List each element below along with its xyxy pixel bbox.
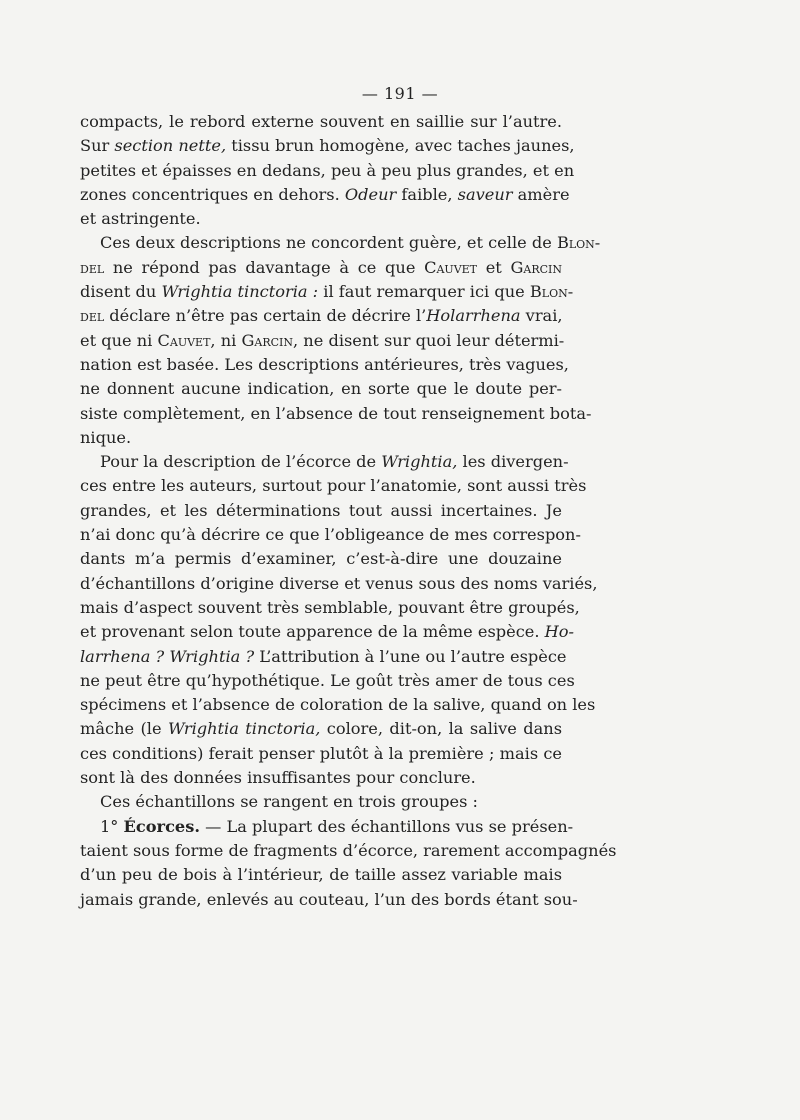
- text-segment: mâche (le: [80, 719, 168, 739]
- text-segment: ne donnent aucune indication, en sorte que le doute per-: [80, 379, 562, 399]
- text-segment: ces conditions) ferait penser plutôt à la première ; mais ce: [80, 743, 562, 763]
- text-line: [80, 499, 562, 523]
- text-line: [80, 450, 569, 474]
- text-line: [80, 815, 574, 839]
- text-segment: Pour la description de l’écorce de: [100, 452, 382, 472]
- text-line: [80, 402, 592, 426]
- text-line: [80, 620, 574, 644]
- text-segment: saveur: [457, 184, 513, 204]
- text-segment: sont là des données insuffisantes pour conclure.: [80, 768, 476, 788]
- text-segment: del: [80, 306, 105, 326]
- text-line: [80, 159, 575, 183]
- text-line: [80, 523, 581, 547]
- text-segment: Ces échantillons se rangent en trois groupes :: [100, 792, 478, 812]
- text-segment: nation est basée. Les descriptions antérieures, très vagues,: [80, 354, 569, 374]
- text-line: [80, 134, 575, 158]
- paragraph: [80, 231, 601, 450]
- text-line: [80, 426, 562, 450]
- text-line: [80, 256, 562, 280]
- text-segment: section nette,: [114, 136, 227, 156]
- text-segment: tissu brun homogène, avec taches jaunes,: [226, 136, 575, 156]
- text-segment: Wrightia,: [381, 452, 458, 472]
- text-line: [80, 377, 562, 401]
- text-segment: déclare n’être pas certain de décrire l’: [104, 306, 427, 326]
- text-segment: il faut remarquer ici que: [318, 282, 530, 302]
- text-segment: Blon-: [529, 282, 574, 302]
- body-text: [80, 110, 617, 912]
- text-segment: Wrightia tinctoria,: [167, 719, 321, 739]
- text-segment: grandes, et les déterminations tout aussi incertaines. Je: [80, 500, 562, 520]
- text-segment: colore, dit-on, la salive dans: [320, 719, 563, 739]
- text-line: [80, 863, 562, 887]
- text-line: [80, 353, 569, 377]
- text-line: [80, 474, 587, 498]
- text-segment: faible,: [396, 184, 458, 204]
- text-line: [80, 766, 562, 790]
- text-line: [80, 207, 562, 231]
- text-line: [80, 547, 562, 571]
- text-segment: petites et épaisses en dedans, peu à peu plus grandes, et en: [80, 160, 575, 180]
- text-segment: del: [80, 257, 105, 277]
- text-segment: mais d’aspect souvent très semblable, pouvant être groupés,: [80, 597, 580, 617]
- text-line: [80, 329, 565, 353]
- text-segment: dants m’a permis d’examiner, c’est-à-dire une douzaine: [80, 549, 562, 569]
- text-segment: n’ai donc qu’à décrire ce que l’obligeance de mes correspon-: [80, 525, 581, 545]
- text-segment: Ces deux descriptions ne concordent guère, et celle de: [100, 233, 557, 253]
- text-segment: Garcin: [241, 330, 294, 350]
- text-line: [80, 790, 562, 814]
- text-segment: disent du: [80, 282, 162, 302]
- text-segment: spécimens et l’absence de coloration de la salive, quand on les: [80, 695, 596, 715]
- paragraph: [80, 450, 598, 790]
- text-line: [80, 231, 601, 255]
- text-segment: Sur: [80, 136, 115, 156]
- text-segment: jamais grande, enlevés au couteau, l’un des bords étant sou-: [80, 889, 578, 909]
- text-segment: d’un peu de bois à l’intérieur, de taille assez variable mais: [80, 865, 562, 885]
- text-segment: larrhena ? Wrightia ?: [80, 646, 255, 666]
- text-line: [80, 304, 562, 328]
- text-segment: , ni: [210, 330, 242, 350]
- page-number: — 191 —: [361, 84, 439, 103]
- text-segment: Holarrhena: [426, 306, 521, 326]
- text-segment: Cauvet: [157, 330, 211, 350]
- text-line: [80, 572, 598, 596]
- text-line: [80, 693, 596, 717]
- text-segment: et astringente.: [80, 209, 201, 229]
- text-segment: L’attribution à l’une ou l’autre espèce: [254, 646, 567, 666]
- text-segment: ne répond pas davantage à ce que: [104, 257, 425, 277]
- text-segment: vrai,: [520, 306, 563, 326]
- paragraph: [80, 110, 575, 231]
- text-segment: les divergen-: [457, 452, 569, 472]
- text-segment: Garcin: [510, 257, 562, 277]
- text-line: [80, 280, 574, 304]
- text-line: [80, 839, 617, 863]
- text-line: [80, 596, 580, 620]
- text-segment: ne peut être qu’hypothétique. Le goût très amer de tous ces: [80, 670, 575, 690]
- text-line: [80, 888, 578, 912]
- text-segment: taient sous forme de fragments d’écorce, rarement accompagnés: [80, 840, 617, 860]
- text-segment: Écorces.: [123, 816, 200, 836]
- text-segment: 1°: [100, 816, 124, 836]
- text-segment: d’échantillons d’origine diverse et venus sous des noms variés,: [80, 573, 598, 593]
- text-segment: , ne disent sur quoi leur détermi-: [293, 330, 565, 350]
- text-line: [80, 183, 570, 207]
- text-segment: nique.: [80, 427, 132, 447]
- text-segment: et: [477, 257, 511, 277]
- text-line: [80, 669, 575, 693]
- text-segment: zones concentriques en dehors.: [80, 184, 345, 204]
- text-segment: — La plupart des échantillons vus se présen-: [199, 816, 574, 836]
- text-segment: Ho-: [544, 622, 574, 642]
- text-segment: Wrightia tinctoria :: [161, 282, 319, 302]
- text-segment: amère: [512, 184, 570, 204]
- paragraph: [80, 790, 562, 814]
- paragraph: [80, 815, 617, 912]
- text-line: [80, 742, 562, 766]
- text-segment: et provenant selon toute apparence de la même espèce.: [80, 622, 545, 642]
- text-segment: Cauvet: [424, 257, 478, 277]
- text-line: [80, 645, 567, 669]
- text-line: [80, 110, 562, 134]
- text-segment: et que ni: [80, 330, 158, 350]
- text-segment: Odeur: [344, 184, 397, 204]
- text-segment: siste complètement, en l’absence de tout renseignement bota-: [80, 403, 592, 423]
- text-segment: Blon-: [556, 233, 601, 253]
- text-line: [80, 717, 562, 741]
- text-segment: ces entre les auteurs, surtout pour l’anatomie, sont aussi très: [80, 476, 587, 496]
- text-segment: compacts, le rebord externe souvent en saillie sur l’autre.: [80, 112, 562, 131]
